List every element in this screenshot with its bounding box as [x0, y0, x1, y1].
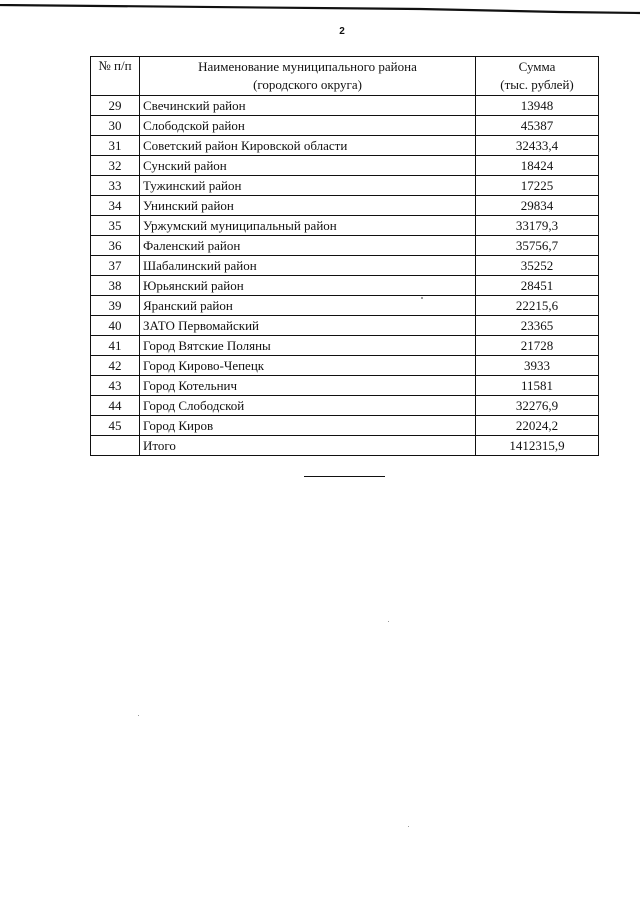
row-number: 43	[91, 376, 140, 396]
row-name: Город Вятские Поляны	[140, 336, 476, 356]
row-sum: 11581	[476, 376, 599, 396]
header-name-line1: Наименование муниципального района	[198, 59, 417, 74]
row-name: Итого	[140, 436, 476, 456]
scan-speck	[408, 826, 409, 827]
row-name: Шабалинский район	[140, 256, 476, 276]
row-name: Советский район Кировской области	[140, 136, 476, 156]
header-number-label: № п/п	[98, 58, 132, 73]
row-sum: 35252	[476, 256, 599, 276]
row-number: 44	[91, 396, 140, 416]
scan-speck	[388, 621, 389, 622]
row-name: ЗАТО Первомайский	[140, 316, 476, 336]
row-number	[91, 436, 140, 456]
closing-rule	[304, 476, 385, 477]
row-sum: 35756,7	[476, 236, 599, 256]
row-number: 31	[91, 136, 140, 156]
row-name: Тужинский район	[140, 176, 476, 196]
row-number: 39	[91, 296, 140, 316]
row-sum: 29834	[476, 196, 599, 216]
table-header-row	[91, 57, 599, 96]
table-row	[91, 276, 599, 296]
row-name: Свечинский район	[140, 96, 476, 116]
row-number: 36	[91, 236, 140, 256]
table-row	[91, 396, 599, 416]
row-sum: 18424	[476, 156, 599, 176]
table-row	[91, 156, 599, 176]
row-sum: 13948	[476, 96, 599, 116]
row-name: Яранский район	[140, 296, 476, 316]
table-row	[91, 356, 599, 376]
row-sum: 32433,4	[476, 136, 599, 156]
table-row	[91, 256, 599, 276]
table-row	[91, 216, 599, 236]
row-sum: 3933	[476, 356, 599, 376]
page-number: 2	[339, 26, 345, 37]
table-row	[91, 376, 599, 396]
table-row	[91, 176, 599, 196]
scan-speck	[421, 297, 423, 299]
row-name: Город Киров	[140, 416, 476, 436]
scan-speck	[138, 715, 139, 716]
table-row	[91, 296, 599, 316]
row-number: 32	[91, 156, 140, 176]
table-row	[91, 316, 599, 336]
header-name-line2: (городского округа)	[253, 77, 362, 92]
header-sum-line2: (тыс. рублей)	[500, 77, 574, 92]
row-number: 33	[91, 176, 140, 196]
row-sum: 32276,9	[476, 396, 599, 416]
table-row	[91, 336, 599, 356]
table-total-row	[91, 436, 599, 456]
row-number: 37	[91, 256, 140, 276]
table-row	[91, 416, 599, 436]
row-number: 34	[91, 196, 140, 216]
header-sum-line1: Сумма	[518, 59, 556, 74]
row-sum: 22024,2	[476, 416, 599, 436]
row-name: Юрьянский район	[140, 276, 476, 296]
row-number: 42	[91, 356, 140, 376]
row-number: 40	[91, 316, 140, 336]
row-name: Унинский район	[140, 196, 476, 216]
row-sum: 22215,6	[476, 296, 599, 316]
header-sum	[476, 57, 599, 96]
row-name: Город Слободской	[140, 396, 476, 416]
table-row	[91, 236, 599, 256]
row-number: 35	[91, 216, 140, 236]
row-number: 41	[91, 336, 140, 356]
row-number: 30	[91, 116, 140, 136]
row-name: Слободской район	[140, 116, 476, 136]
row-name: Уржумский муниципальный район	[140, 216, 476, 236]
row-name: Сунский район	[140, 156, 476, 176]
table-row	[91, 116, 599, 136]
district-sum-table	[90, 56, 599, 456]
row-number: 45	[91, 416, 140, 436]
table-row	[91, 136, 599, 156]
table-row	[91, 196, 599, 216]
scan-edge-line	[0, 4, 640, 18]
table-row	[91, 96, 599, 116]
header-name	[140, 57, 476, 96]
row-name: Город Котельнич	[140, 376, 476, 396]
row-name: Фаленский район	[140, 236, 476, 256]
row-sum: 28451	[476, 276, 599, 296]
table-body	[91, 96, 599, 456]
row-number: 38	[91, 276, 140, 296]
row-sum: 23365	[476, 316, 599, 336]
row-sum: 21728	[476, 336, 599, 356]
row-number: 29	[91, 96, 140, 116]
row-sum: 33179,3	[476, 216, 599, 236]
row-name: Город Кирово-Чепецк	[140, 356, 476, 376]
row-sum: 17225	[476, 176, 599, 196]
row-sum: 45387	[476, 116, 599, 136]
header-number	[91, 57, 140, 96]
row-sum: 1412315,9	[476, 436, 599, 456]
